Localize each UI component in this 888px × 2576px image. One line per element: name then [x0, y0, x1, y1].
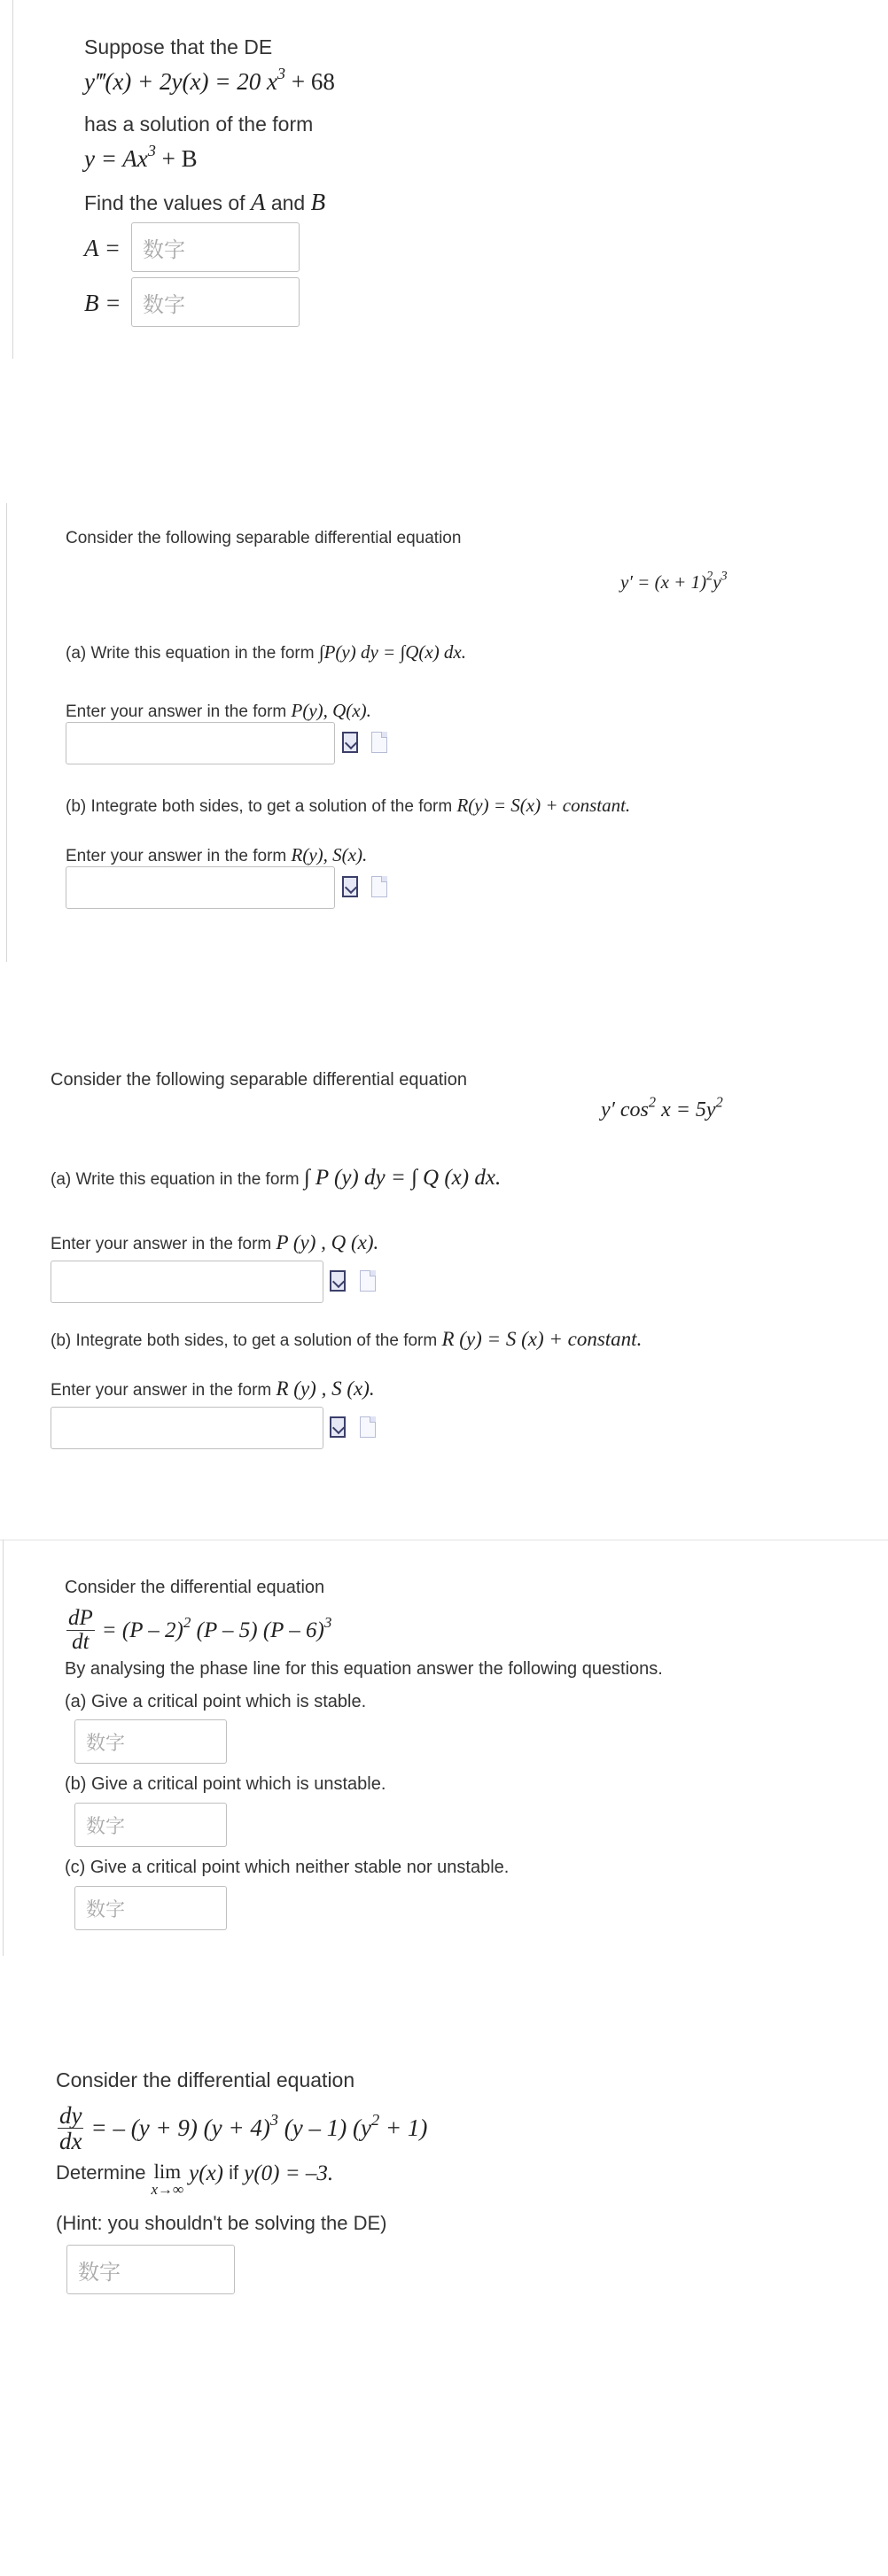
- form-tail: + B: [155, 145, 198, 172]
- lim-sub: x→∞: [151, 2181, 184, 2198]
- panel-limit-de: [0, 2053, 888, 2346]
- find-prefix: Find the values of: [84, 191, 251, 214]
- if-text: if: [223, 2161, 245, 2184]
- de-equation: [620, 571, 728, 594]
- panel-separable-de-2: [0, 1056, 888, 1481]
- eq-left: y′ cos: [601, 1098, 649, 1121]
- preview-document-icon[interactable]: [360, 1416, 376, 1438]
- limit-operator: [151, 2161, 183, 2197]
- enter-a-prefix: Enter your answer in the form: [51, 1235, 277, 1253]
- intro-text: Consider the following separable differential equation: [66, 529, 462, 547]
- enter-a-formula: P(y), Q(x).: [291, 700, 371, 721]
- question-b: (b) Give a critical point which is unstable.: [65, 1774, 386, 1794]
- part-b-formula: R (y) = S (x) + constant.: [441, 1328, 643, 1350]
- eq-exp1: 2: [706, 569, 713, 584]
- frac-den: dx: [59, 2128, 82, 2155]
- rhs-exp1: 2: [183, 1613, 191, 1631]
- rhs-a: = – (y + 9) (y + 4): [90, 2114, 270, 2142]
- enter-b-prefix: Enter your answer in the form: [66, 847, 292, 865]
- eq-rhs-exp: 3: [277, 65, 286, 83]
- input-a[interactable]: [131, 222, 300, 272]
- part-a-formula: ∫ P (y) dy = ∫ Q (x) dx.: [303, 1166, 502, 1190]
- enter-b-prefix: Enter your answer in the form: [51, 1381, 277, 1400]
- intro-text: Consider the differential equation: [56, 2068, 355, 2091]
- equation-editor-icon[interactable]: [342, 732, 358, 753]
- dp-dt-fraction: [66, 1607, 95, 1655]
- answer-input-b[interactable]: [51, 1407, 323, 1449]
- eq-left: y′ = (x + 1): [620, 571, 707, 593]
- unstable-point-input[interactable]: [74, 1803, 227, 1847]
- rhs-b: (y – 1) (y: [278, 2114, 371, 2142]
- enter-b-text: [66, 844, 367, 866]
- initial-condition: y(0) = –3.: [244, 2161, 334, 2185]
- eq-rhs-tail: + 68: [285, 68, 335, 95]
- panel-separable-de-1: [0, 503, 888, 964]
- determine-prefix: Determine: [56, 2161, 146, 2184]
- label-a: A =: [84, 235, 121, 261]
- placeholder: 数字: [78, 2259, 121, 2285]
- stable-point-input[interactable]: [74, 1719, 227, 1764]
- part-b-formula: R(y) = S(x) + constant.: [456, 795, 631, 816]
- enter-b-formula: R(y), S(x).: [291, 844, 368, 865]
- semistable-point-input[interactable]: [74, 1886, 227, 1930]
- form-label: has a solution of the form: [84, 113, 314, 136]
- placeholder: 数字: [86, 1898, 126, 1921]
- placeholder: 数字: [86, 1815, 126, 1838]
- de-equation: [601, 1093, 723, 1122]
- enter-a-text: [66, 700, 371, 722]
- solution-form: [84, 142, 198, 173]
- intro-text: Consider the differential equation: [65, 1578, 325, 1597]
- de-equation: [65, 1607, 331, 1655]
- eq-rhs: 20 x: [237, 68, 277, 95]
- hint-text: (Hint: you shouldn't be solving the DE): [56, 2212, 387, 2234]
- rhs: = (P – 2): [101, 1618, 183, 1642]
- part-b-prefix: (b) Integrate both sides, to get a solution of the form: [51, 1331, 442, 1350]
- enter-a-prefix: Enter your answer in the form: [66, 702, 292, 721]
- eq-exp1: 2: [648, 1093, 657, 1111]
- find-values-text: [84, 189, 325, 216]
- rhs-mid: (P – 5) (P – 6): [191, 1618, 324, 1642]
- input-a-placeholder: 数字: [143, 237, 185, 262]
- equation-editor-icon[interactable]: [342, 876, 358, 897]
- lim-word: lim: [153, 2161, 182, 2183]
- frac-num: dy: [59, 2102, 82, 2129]
- frac-num: dP: [68, 1606, 93, 1630]
- rhs-exp2: 3: [323, 1613, 332, 1631]
- de-equation: [56, 2103, 427, 2154]
- lim-expr: y(x): [189, 2161, 223, 2185]
- part-a-prefix: (a) Write this equation in the form: [66, 644, 319, 663]
- find-b: B: [310, 189, 326, 215]
- part-a-text: [51, 1166, 501, 1191]
- preview-document-icon[interactable]: [360, 1270, 376, 1292]
- frac-den: dt: [72, 1630, 90, 1655]
- find-mid: and: [265, 191, 311, 214]
- part-a-formula: ∫P(y) dy = ∫Q(x) dx.: [318, 641, 467, 663]
- dy-dx-fraction: [58, 2103, 83, 2154]
- equation-editor-icon[interactable]: [330, 1416, 346, 1438]
- enter-b-text: [51, 1377, 375, 1401]
- find-a: A: [250, 189, 266, 215]
- enter-b-formula: R (y) , S (x).: [276, 1377, 375, 1400]
- form-eq: y = Ax: [84, 145, 148, 172]
- eq-lhs: y‴(x) + 2y(x) =: [84, 68, 231, 95]
- intro-text: Consider the following separable differential equation: [51, 1070, 467, 1090]
- question-a: (a) Give a critical point which is stable.: [65, 1692, 367, 1711]
- label-b: B =: [84, 290, 121, 316]
- eq-exp2: 3: [721, 569, 728, 584]
- eq-mid: x = 5y: [656, 1098, 716, 1121]
- answer-input-a[interactable]: [66, 722, 335, 764]
- equation-editor-icon[interactable]: [330, 1270, 346, 1292]
- placeholder: 数字: [86, 1732, 126, 1755]
- intro-text: Suppose that the DE: [84, 35, 273, 58]
- preview-document-icon[interactable]: [371, 732, 387, 753]
- enter-a-formula: P (y) , Q (x).: [276, 1231, 379, 1253]
- part-a-prefix: (a) Write this equation in the form: [51, 1170, 304, 1189]
- preview-document-icon[interactable]: [371, 876, 387, 897]
- question-c: (c) Give a critical point which neither stable nor unstable.: [65, 1858, 510, 1877]
- part-b-text: [51, 1328, 642, 1351]
- answer-input-a[interactable]: [51, 1261, 323, 1303]
- de-equation: [84, 65, 335, 96]
- panel-de-polynomial: [0, 0, 888, 372]
- part-a-text: [66, 641, 466, 663]
- eq-exp2: 2: [715, 1093, 723, 1111]
- form-exp: 3: [147, 142, 156, 160]
- enter-a-text: [51, 1231, 378, 1254]
- part-b-text: [66, 795, 630, 817]
- rhs-exp2: 2: [370, 2111, 380, 2130]
- rhs-exp1: 3: [269, 2111, 279, 2130]
- determine-text: [56, 2161, 333, 2197]
- answer-input-b[interactable]: [66, 866, 335, 909]
- panel-phase-line: [0, 1540, 888, 1956]
- rhs-c: + 1): [379, 2114, 428, 2142]
- phase-line-text: By analysing the phase line for this equation answer the following questions.: [65, 1659, 663, 1679]
- input-b-placeholder: 数字: [143, 291, 185, 317]
- eq-mid: y: [713, 571, 721, 593]
- limit-answer-input[interactable]: [66, 2245, 235, 2294]
- part-b-prefix: (b) Integrate both sides, to get a solution of the form: [66, 797, 457, 816]
- input-b[interactable]: [131, 277, 300, 327]
